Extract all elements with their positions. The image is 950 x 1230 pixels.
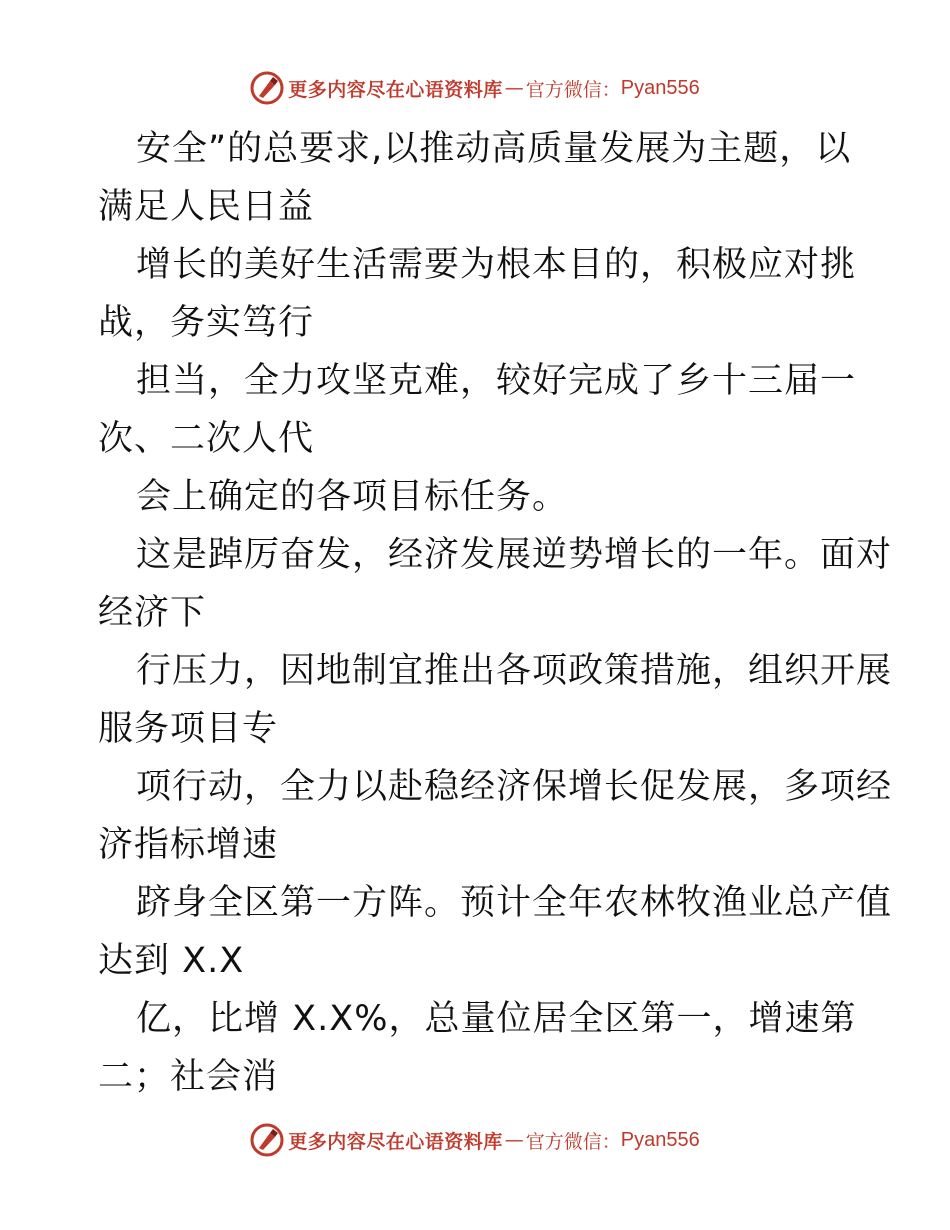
text-line: 这是踔厉奋发，经济发展逆势增长的一年。面对 <box>136 535 893 575</box>
text-line: 经济下 <box>98 593 207 633</box>
text-line: 达到 X.X <box>98 941 245 981</box>
header-watermark-banner <box>0 68 950 108</box>
pen-nib-logo-icon <box>250 71 284 105</box>
text-line: 项行动，全力以赴稳经济保增长促发展，多项经 <box>136 767 893 807</box>
text-line: 服务项目专 <box>98 709 279 749</box>
banner-dash: — <box>504 1129 524 1151</box>
pen-nib-logo-icon <box>250 1123 284 1157</box>
text-line: 次、二次人代 <box>98 419 315 459</box>
footer-watermark-banner <box>0 1120 950 1160</box>
banner-contact-label: 官方微信： <box>525 78 621 101</box>
text-line: 跻身全区第一方阵。预计全年农林牧渔业总产值 <box>136 883 893 923</box>
banner-contact-id: Pyan556 <box>620 76 700 99</box>
text-line: 担当，全力攻坚克难，较好完成了乡十三届一 <box>136 361 857 401</box>
text-line: 济指标增速 <box>98 825 279 865</box>
text-line: 增长的美好生活需要为根本目的，积极应对挑 <box>136 245 857 285</box>
text-line: 二；社会消 <box>98 1057 279 1097</box>
text-line: 安全”的总要求,以推动高质量发展为主题，以 <box>136 129 852 169</box>
text-line: 会上确定的各项目标任务。 <box>136 477 569 517</box>
text-line: 行压力，因地制宜推出各项政策措施，组织开展 <box>136 651 893 691</box>
banner-contact-label: 官方微信： <box>525 1130 621 1153</box>
banner-title: 更多内容尽在心语资料库 <box>288 78 503 101</box>
text-line: 战，务实笃行 <box>98 303 315 343</box>
banner-dash: — <box>504 77 524 99</box>
document-body <box>98 120 893 1106</box>
text-line: 满足人民日益 <box>98 187 315 227</box>
text-line: 亿，比增 X.X%，总量位居全区第一，增速第 <box>136 999 857 1039</box>
banner-title: 更多内容尽在心语资料库 <box>288 1130 503 1153</box>
banner-contact-id: Pyan556 <box>620 1128 700 1151</box>
